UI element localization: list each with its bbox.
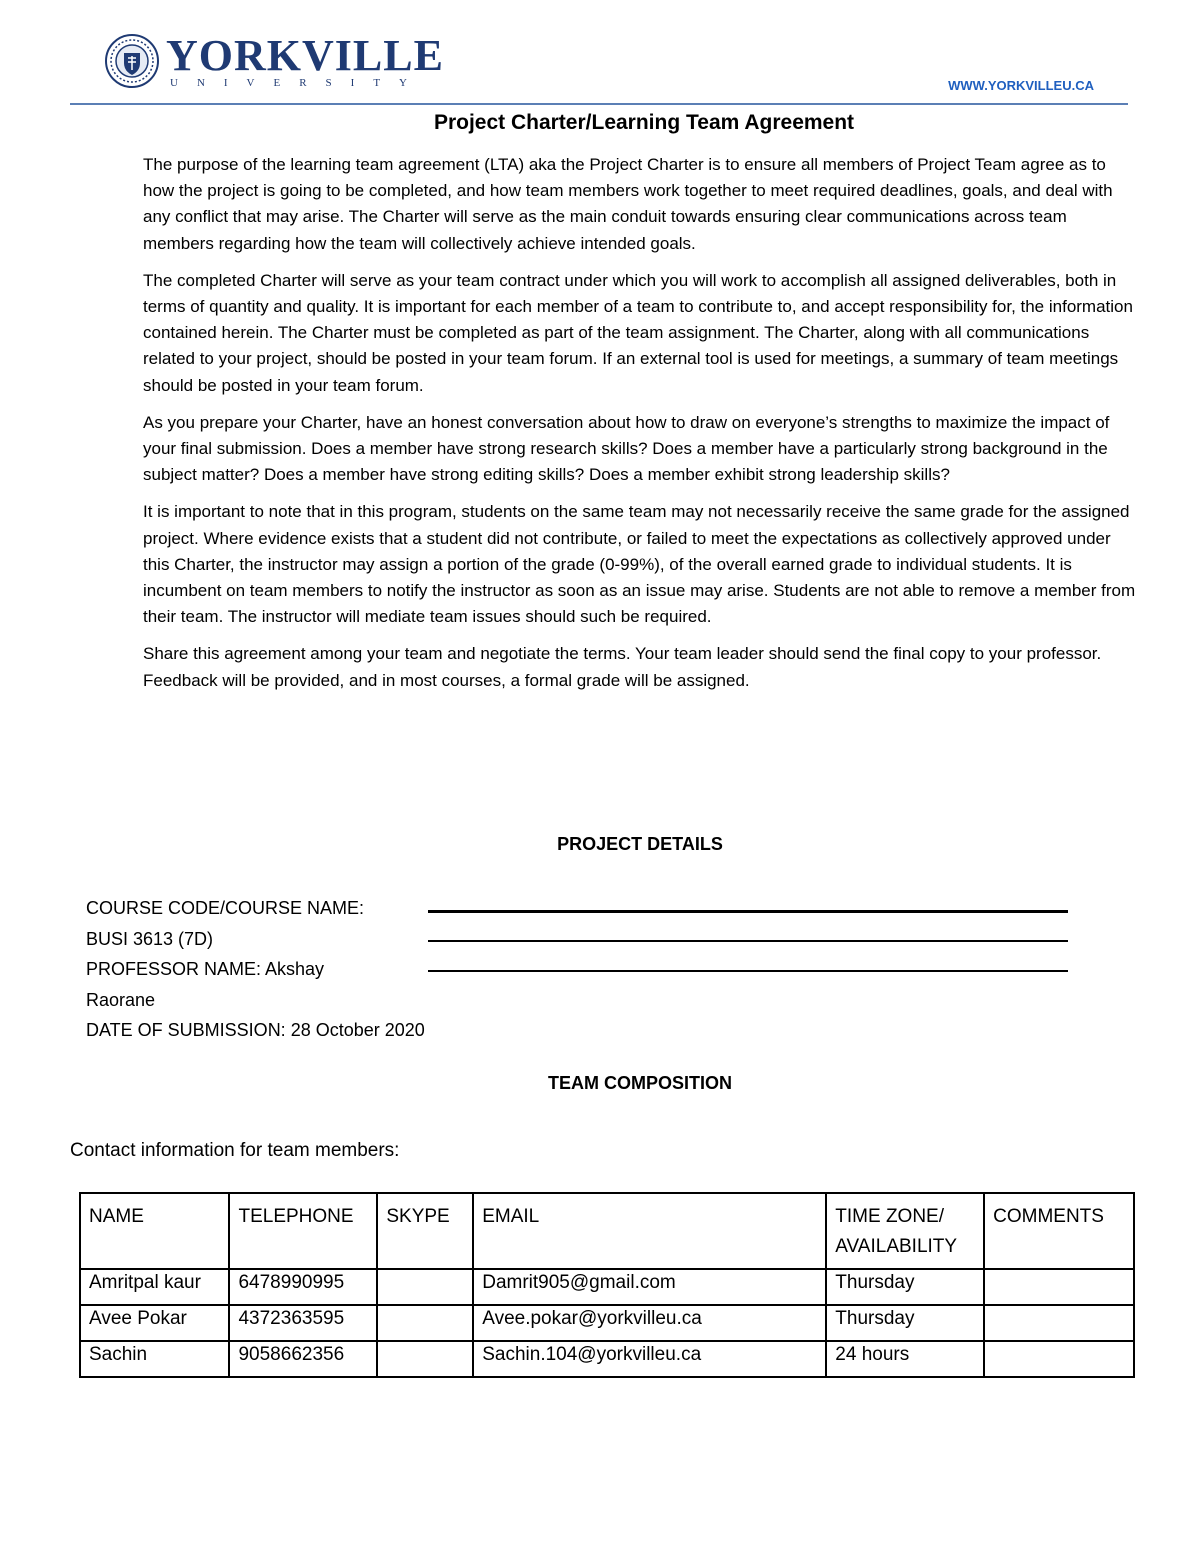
member-name: Sachin	[80, 1341, 229, 1377]
university-logo	[104, 31, 444, 93]
member-telephone: 9058662356	[229, 1341, 377, 1377]
member-availability: Thursday	[826, 1269, 984, 1305]
document-title: Project Charter/Learning Team Agreement	[433, 111, 855, 134]
course-label: COURSE CODE/COURSE NAME:	[86, 898, 365, 918]
member-telephone: 6478990995	[229, 1269, 377, 1305]
professor-name: PROFESSOR NAME: Akshay	[86, 959, 325, 979]
table-row	[80, 1341, 1134, 1377]
paragraph: As you prepare your Charter, have an honest conversation about how to draw on everyone’s strengths to maximize the impact of your final submission. Does a member have strong research skills? Does a member have a particularly strong background in the subject matter? Does a member have strong editing skills? Does a member exhibit strong leadership skills?	[143, 412, 1110, 485]
member-comments	[984, 1269, 1134, 1305]
column-header-name: NAME	[80, 1193, 229, 1269]
member-comments	[984, 1305, 1134, 1341]
column-header-skype: SKYPE	[377, 1193, 473, 1269]
brand-subtitle: UNIVERSITY	[170, 77, 426, 89]
member-availability: 24 hours	[826, 1341, 984, 1377]
contact-info-label: Contact information for team members:	[70, 1140, 400, 1161]
project-details-heading: PROJECT DETAILS	[557, 834, 723, 854]
website-link[interactable]: WWW.YORKVILLEU.CA	[948, 78, 1094, 93]
team-members-table	[79, 1192, 1135, 1378]
member-email[interactable]: Avee.pokar@yorkvilleu.ca	[473, 1305, 826, 1341]
column-header-telephone: TELEPHONE	[229, 1193, 377, 1269]
paragraph: The completed Charter will serve as your team contract under which you will work to accomplish all assigned deliverables, both in terms of quantity and quality. It is important for each member of a team to contribute to, and accept responsibility for, the information contained herein. The Charter must be completed as part of the team assignment. The Charter, along with all communications related to your project, should be posted in your team forum. If an external tool is used for meetings, a summary of team meetings should be posted in your team forum.	[143, 270, 1133, 395]
member-availability: Thursday	[826, 1305, 984, 1341]
member-skype	[377, 1341, 473, 1377]
paragraph: Share this agreement among your team and negotiate the terms. Your team leader should send the final copy to your professor. Feedback will be provided, and in most courses, a formal grade will be assigned.	[143, 644, 1102, 690]
intro-text	[143, 152, 1137, 705]
member-name: Amritpal kaur	[80, 1269, 229, 1305]
project-details	[86, 893, 486, 1046]
table-row	[80, 1305, 1134, 1341]
member-comments	[984, 1341, 1134, 1377]
column-header-availability: TIME ZONE/ AVAILABILITY	[826, 1193, 984, 1269]
paragraph: The purpose of the learning team agreement (LTA) aka the Project Charter is to ensure all members of Project Team agree as to how the project is going to be completed, and how team members work together to meet required deadlines, goals, and deal with any conflict that may arise. The Charter will serve as the main conduit towards ensuring clear communications across team members regarding how the team will collectively achieve intended goals.	[143, 155, 1113, 253]
table-header-row	[80, 1193, 1134, 1269]
university-seal-icon	[104, 33, 160, 89]
paragraph: It is important to note that in this program, students on the same team may not necessarily receive the same grade for the assigned project. Where evidence exists that a student did not contribute, or failed to meet the expectations as collectively approved under this Charter, the instructor may assign a portion of the grade (0-99%), of the overall earned grade to individual students. It is incumbent on team members to notify the instructor as soon as an issue may arise. Students are not able to remove a member from their team. The instructor will mediate team issues should such be required.	[143, 502, 1136, 627]
submission-date: DATE OF SUBMISSION: 28 October 2020	[86, 1020, 425, 1040]
course-value: BUSI 3613 (7D)	[86, 928, 214, 949]
member-email[interactable]: Sachin.104@yorkvilleu.ca	[473, 1341, 826, 1377]
course-code-line	[428, 940, 1068, 942]
course-name-line	[428, 910, 1068, 913]
brand-name: YORKVILLE	[166, 31, 444, 80]
table-row	[80, 1269, 1134, 1305]
column-header-comments: COMMENTS	[984, 1193, 1134, 1269]
member-name: Avee Pokar	[80, 1305, 229, 1341]
professor-name-continued: Raorane	[86, 989, 156, 1010]
member-skype	[377, 1269, 473, 1305]
professor-name-line	[428, 970, 1068, 972]
header-divider	[70, 103, 1128, 105]
column-header-email: EMAIL	[473, 1193, 826, 1269]
member-email[interactable]: Damrit905@gmail.com	[473, 1269, 826, 1305]
member-telephone: 4372363595	[229, 1305, 377, 1341]
member-skype	[377, 1305, 473, 1341]
team-composition-heading: TEAM COMPOSITION	[548, 1073, 732, 1093]
